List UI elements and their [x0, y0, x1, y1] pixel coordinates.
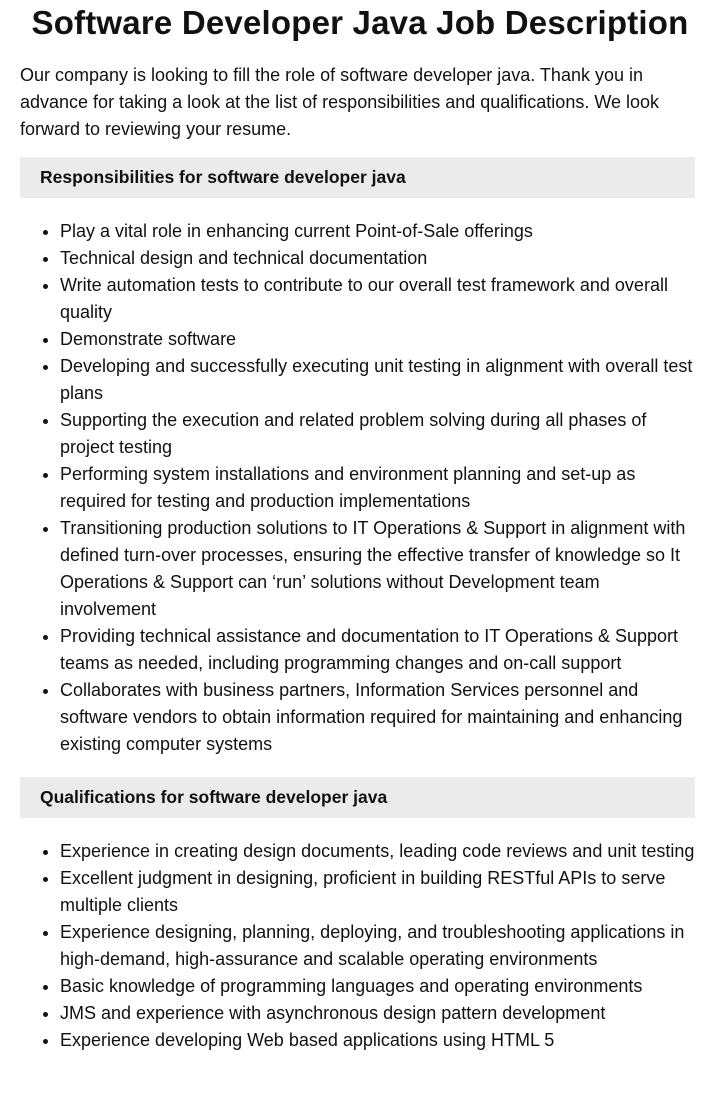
qualifications-list [20, 838, 700, 1054]
list-item: • Transitioning production solutions to IT Operations & Support in alignment with defined turn-over processes, ensuring the effective transfer of knowledge so It Operations & Support can ‘run’ solutions without Development team involvement [60, 515, 700, 623]
list-item: • Basic knowledge of programming languages and operating environments [60, 973, 700, 1000]
list-item: • Write automation tests to contribute to our overall test framework and overall quality [60, 272, 700, 326]
list-item: • JMS and experience with asynchronous design pattern development [60, 1000, 700, 1027]
list-item: • Performing system installations and environment planning and set-up as required for testing and production implementations [60, 461, 700, 515]
list-item: • Excellent judgment in designing, proficient in building RESTful APIs to serve multiple clients [60, 865, 700, 919]
list-item: • Experience developing Web based applications using HTML 5 [60, 1027, 700, 1054]
list-item: • Demonstrate software [60, 326, 700, 353]
list-item: • Developing and successfully executing unit testing in alignment with overall test plans [60, 353, 700, 407]
list-item: • Experience designing, planning, deploying, and troubleshooting applications in high-demand, high-assurance and scalable operating environments [60, 919, 700, 973]
responsibilities-heading: Responsibilities for software developer java [20, 157, 695, 198]
page-title: Software Developer Java Job Description [31, 4, 689, 41]
list-item: • Providing technical assistance and documentation to IT Operations & Support teams as needed, including programming changes and on-call support [60, 623, 700, 677]
qualifications-heading: Qualifications for software developer java [20, 777, 695, 818]
list-item: • Technical design and technical documentation [60, 245, 700, 272]
list-item: • Collaborates with business partners, Information Services personnel and software vendors to obtain information required for maintaining and enhancing existing computer systems [60, 677, 700, 758]
list-item: • Play a vital role in enhancing current Point-of-Sale offerings [60, 218, 700, 245]
intro-paragraph: Our company is looking to fill the role of software developer java. Thank you in advance for taking a look at the list of responsibilities and qualifications. We look forward to reviewing your resume. [20, 65, 660, 139]
list-item: • Experience in creating design documents, leading code reviews and unit testing [60, 838, 700, 865]
list-item: • Supporting the execution and related problem solving during all phases of project testing [60, 407, 700, 461]
responsibilities-list [20, 218, 700, 758]
